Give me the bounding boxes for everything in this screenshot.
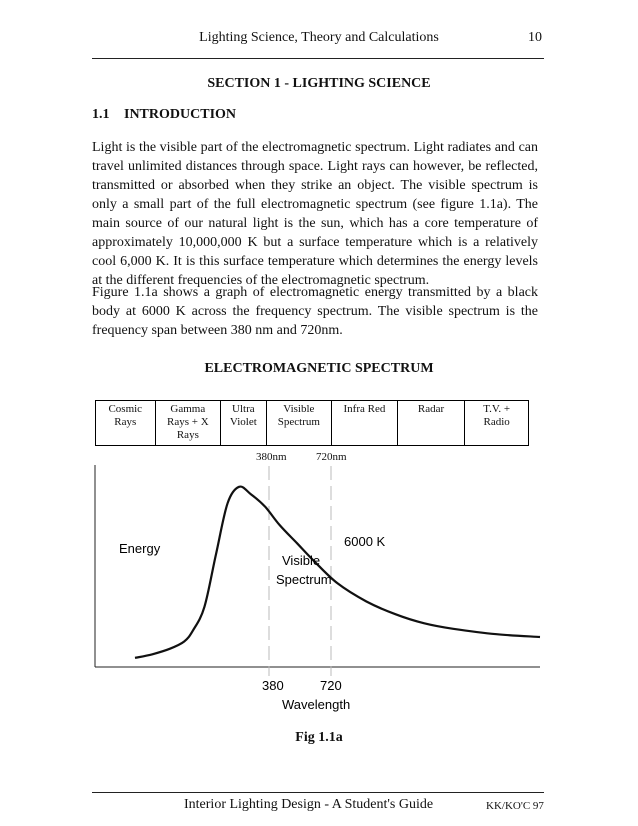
intro-title: INTRODUCTION (124, 107, 237, 122)
page-number: 10 (528, 30, 542, 45)
band-line: T.V. + (483, 403, 511, 415)
running-header-title: Lighting Science, Theory and Calculations (199, 30, 439, 45)
footer-title: Interior Lighting Design - A Student's Guide (184, 797, 434, 812)
y-axis-label: Energy (119, 541, 161, 556)
section-heading: SECTION 1 - LIGHTING SCIENCE (207, 76, 431, 91)
x-tick-720: 720 (320, 678, 342, 693)
footer-rule (92, 792, 544, 793)
energy-curve (135, 487, 540, 658)
annotation-visible: Visible (282, 553, 321, 568)
band-line: Spectrum (277, 416, 320, 428)
figure-caption: Fig 1.1a (295, 730, 343, 745)
band-line: Gamma (170, 403, 206, 415)
label-720nm: 720nm (316, 451, 347, 463)
label-380nm: 380nm (256, 451, 287, 463)
band-line: Infra Red (343, 403, 386, 415)
intro-paragraph-1: Light is the visible part of the electromagnetic spectrum. Light radiates and can travel unlimited distances through space. Light rays can however, be reflected, transmitted or absorbed when they strike an object. The visible spectrum is only a small part of the full electromagnetic spectrum (see figure 1.1a). The main source of our natural light is the sun, which has a core temperature of approximately 10,000,000 K but a surface temperature which is a relatively cool 6,000 K. It is this surface temperature which determines the energy levels at the different frequencies of the electromagnetic spectrum. (92, 140, 538, 288)
band-line: Rays + X (167, 416, 209, 428)
band-line: Radio (483, 416, 510, 428)
band-line: Rays (114, 416, 137, 428)
annotation-6000k: 6000 K (344, 534, 386, 549)
annotation-spectrum: Spectrum (276, 572, 332, 587)
band-line: Cosmic (108, 403, 143, 415)
band-line: Ultra (232, 403, 255, 415)
x-axis-label: Wavelength (282, 697, 351, 712)
band-line: Rays (176, 429, 199, 441)
footer-code: KK/KO'C 97 (486, 800, 544, 812)
band-line: Radar (417, 403, 445, 415)
band-line: Visible (283, 403, 315, 415)
intro-paragraph-2: Figure 1.1a shows a graph of electromagnetic energy transmitted by a black body at 6000 K across the frequency spectrum. The visible spectrum is the frequency span between 380 nm and 720nm. (92, 285, 538, 338)
x-tick-380: 380 (262, 678, 284, 693)
intro-number: 1.1 (92, 107, 110, 122)
band-line: Violet (229, 416, 257, 428)
figure-title: ELECTROMAGNETIC SPECTRUM (204, 361, 434, 376)
